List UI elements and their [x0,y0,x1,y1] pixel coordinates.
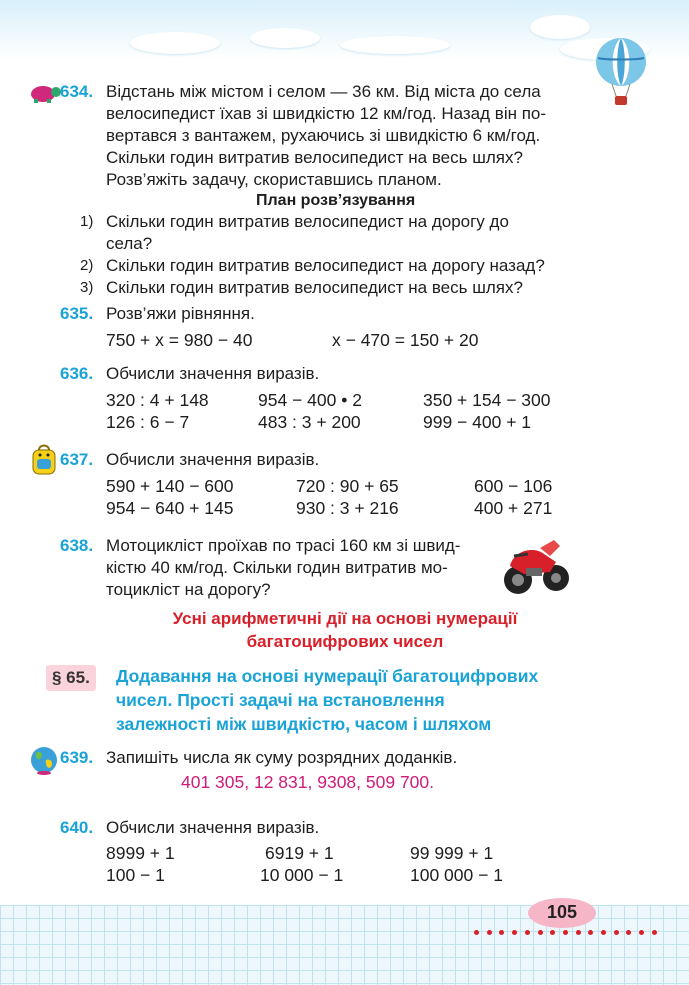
expression: 320 : 4 + 148 [106,390,209,410]
expression: 100 000 − 1 [410,865,503,885]
expression: 590 + 140 − 600 [106,476,234,496]
plan-item: 2) Скільки годин витратив велосипедист на дорогу назад? [80,256,545,275]
expression: 100 − 1 [106,865,165,885]
exercise-636-text: Обчисли значення виразів. [106,364,320,383]
expression: 600 − 106 [474,476,553,496]
exercise-634-text [106,81,590,191]
text-line: кістю 40 км/год. Скільки годин витратив мо- [106,558,448,577]
numbers-list: 401 305, 12 831, 9308, 509 700. [181,772,435,792]
backpack-icon [28,444,60,476]
hot-air-balloon-icon [592,36,650,108]
expression: 954 − 400 • 2 [258,390,362,410]
cloud-icon [250,28,320,48]
cloud-icon [340,36,450,54]
dot [487,930,492,935]
equation: x − 470 = 150 + 20 [332,330,479,350]
text-line: Скільки годин витратив велосипедист на весь шлях? [106,148,523,167]
exercise-number: 634. [60,82,94,101]
expression: 720 : 90 + 65 [296,476,399,496]
dot [538,930,543,935]
dot [652,930,657,935]
text-line: велосипедист їхав зі швидкістю 12 км/год. Назад він по- [106,104,547,123]
text-line: Мотоцикліст проїхав по трасі 160 км зі швид- [106,536,461,555]
expression: 8999 + 1 [106,843,175,863]
expression: 930 : 3 + 216 [296,498,399,518]
exercise-640-text: Обчисли значення виразів. [106,818,320,837]
page-number: 105 [546,902,578,922]
exercise-number: 636. [60,364,94,383]
section-title: Додавання на основі нумерації багатоцифрових чисел. Прості задачі на встановлення залежності між швидкістю, часом і шляхом [116,666,539,734]
text-line: Відстань між містом і селом — 36 км. Від міста до села [106,82,541,101]
dot [576,930,581,935]
equation: 750 + x = 980 − 40 [106,330,253,350]
exercise-number: 637. [60,450,94,469]
expression: 999 − 400 + 1 [423,412,532,432]
cloud-icon [530,15,590,39]
topic-heading: Усні арифметичні дії на основі нумерації багатоцифрових чисел [172,609,518,651]
cloud-icon [130,32,220,54]
expression: 99 999 + 1 [410,843,494,863]
expression: 954 − 640 + 145 [106,498,234,518]
expression: 400 + 271 [474,498,553,518]
globe-icon [28,744,60,776]
expression: 10 000 − 1 [260,865,344,885]
section-badge: § 65. [46,665,96,691]
text-line: тоцикліст на дорогу? [106,580,271,599]
plan-list [80,211,590,299]
exercise-number: 639. [60,748,94,767]
expression: 6919 + 1 [265,843,334,863]
exercise-number: 640. [60,818,94,837]
exercise-639-text: Запишіть числа як суму розрядних доданків. [106,748,458,767]
dot [614,930,619,935]
exercise-638-text [106,535,488,601]
exercise-635-text: Розв’яжи рівняння. [106,304,255,323]
plan-title: План розв’язування [256,192,416,209]
plan-item: 1) Скільки годин витратив велосипедист на дорогу до села? [80,212,509,253]
expression: 483 : 3 + 200 [258,412,361,432]
text-line: вертався з вантажем, рухаючись зі швидкістю 6 км/год. [106,126,541,145]
plan-item: 3) Скільки годин витратив велосипедист на весь шлях? [80,278,523,297]
expression: 126 : 6 − 7 [106,412,190,432]
turtle-icon [28,82,62,104]
dot [563,930,568,935]
motorcycle-icon [500,528,572,598]
exercise-637-text: Обчисли значення виразів. [106,450,320,469]
dot [525,930,530,935]
dot [601,930,606,935]
dot [474,930,479,935]
text-line: Розв’яжіть задачу, скориставшись планом. [106,170,442,189]
expression: 350 + 154 − 300 [423,390,551,410]
exercise-number: 638. [60,536,94,555]
exercise-number: 635. [60,304,94,323]
